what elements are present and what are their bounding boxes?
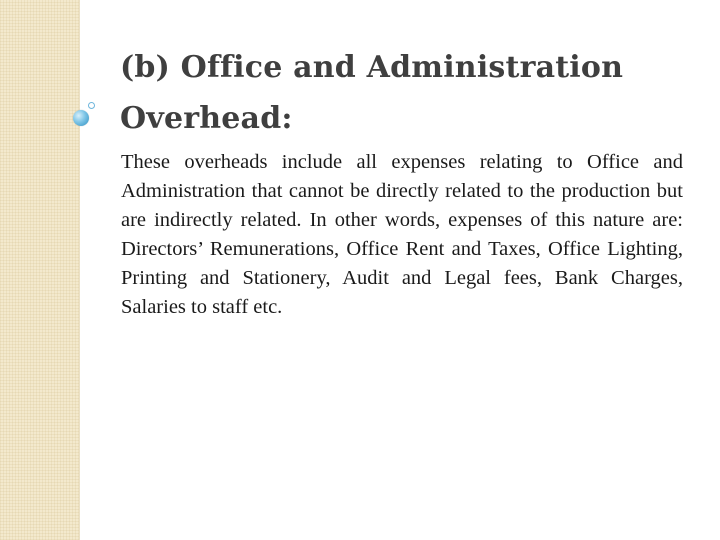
side-panel-decoration	[0, 0, 79, 540]
large-bubble-icon	[73, 110, 89, 126]
side-panel-divider	[79, 0, 80, 540]
slide-body-text: These overheads include all expenses relating to Office and Administration that cannot be directly related to the production but are indirectly related. In other words, expenses of this nature are: Directors’ Remunerations, Office Rent and Taxes, Office Lighting, Printing and Stationery, Audit and Legal fees, Bank Charges, Salaries to staff etc.	[121, 151, 683, 318]
small-bubble-icon	[88, 102, 95, 109]
slide-title: (b) Office and Administration Overhead:	[120, 50, 624, 136]
